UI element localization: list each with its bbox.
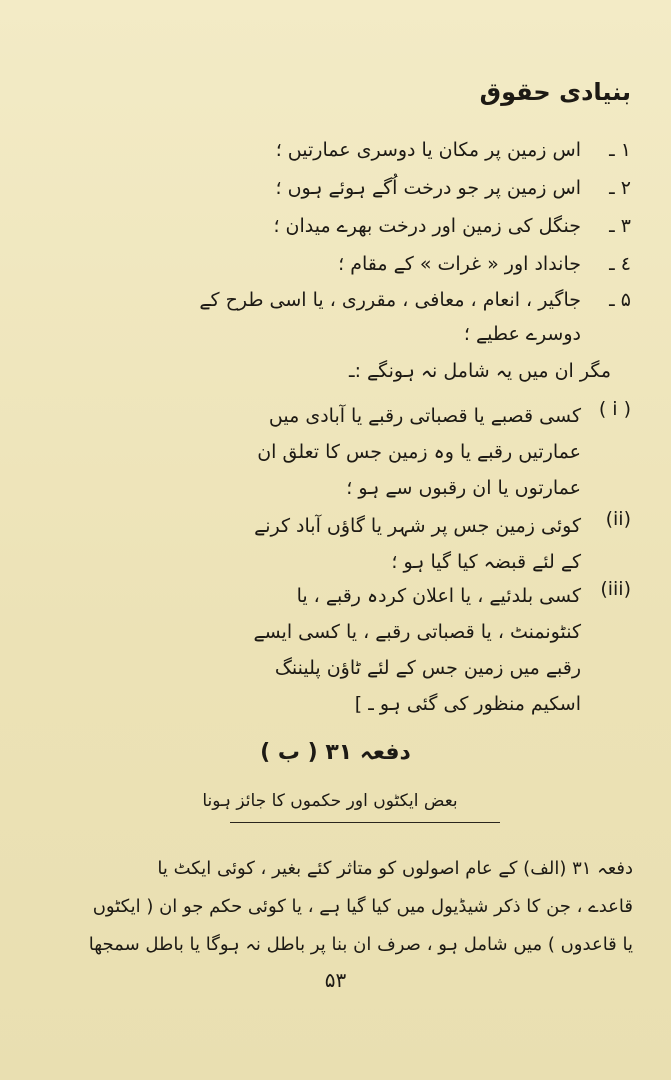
condition-line: کسی قصبے یا قصباتی رقبے یا آبادی میں <box>268 405 581 427</box>
condition-item <box>31 578 631 724</box>
condition-line: کسی بلدئیے ، یا اعلان کردہ رقبے ، یا <box>296 585 581 607</box>
list-number: ۲ ـ <box>609 177 631 199</box>
condition-line: کنٹونمنٹ ، یا قصباتی رقبے ، یا کسی ایسے <box>253 621 581 643</box>
list-text: اس زمین پر مکان یا دوسری عمارتیں ؛ <box>275 139 581 161</box>
list-number: ۱ ـ <box>609 139 631 161</box>
condition-tag: ( i ) <box>598 398 631 420</box>
list-item <box>71 134 631 168</box>
paragraph-line: قاعدے ، جن کا ذکر شیڈیول میں کیا گیا ہے ، یا کوئی حکم جو ان ( ایکٹوں <box>92 896 633 917</box>
section-heading: دفعہ ۳۱ ( ب ) <box>260 740 411 765</box>
list-text-line: جاگیر ، انعام ، معافی ، مقرری ، یا اسی طرح کے <box>199 289 581 311</box>
condition-tag: (ii) <box>605 508 631 530</box>
paragraph-line: یا قاعدوں ) میں شامل ہو ، صرف ان بنا پر باطل نہ ہوگا یا باطل سمجھا <box>88 934 633 955</box>
exception-intro: مگر ان میں یہ شامل نہ ہونگے :ـ <box>349 360 611 382</box>
list-item <box>71 210 631 244</box>
list-item <box>71 172 631 206</box>
condition-line: عمارتیں رقبے یا وہ زمین جس کا تعلق ان <box>257 441 581 463</box>
condition-line: عمارتوں یا ان رقبوں سے ہو ؛ <box>346 477 581 499</box>
condition-text <box>41 398 581 506</box>
list-number: ۳ ـ <box>609 215 631 237</box>
condition-item <box>31 398 631 508</box>
condition-item <box>31 508 631 580</box>
list-item <box>71 248 631 282</box>
condition-tag: (iii) <box>600 578 631 600</box>
list-number: ۵ ـ <box>609 289 631 311</box>
condition-line: رقبے میں زمین جس کے لئے ٹاؤن پلیننگ <box>274 657 581 679</box>
list-number: ٤ ـ <box>609 253 631 275</box>
condition-text <box>41 508 581 580</box>
section-subheading: بعض ایکٹوں اور حکموں کا جائز ہونا <box>202 791 458 811</box>
condition-line: کوئی زمین جس پر شہر یا گاؤں آباد کرنے <box>254 515 581 537</box>
page-number: ۵۳ <box>324 968 347 992</box>
condition-line: کے لئے قبضہ کیا گیا ہو ؛ <box>391 551 581 573</box>
subheading-underline <box>230 822 500 823</box>
body-paragraph <box>43 850 633 964</box>
list-text-line: دوسرے عطیے ؛ <box>463 323 581 345</box>
running-header: بنیادی حقوق <box>479 78 631 106</box>
list-item <box>71 284 631 354</box>
paragraph-line: دفعہ ۳۱ (الف) کے عام اصولوں کو متاثر کئے بغیر ، کوئی ایکٹ یا <box>157 858 633 879</box>
list-text: جانداد اور « غرات » کے مقام ؛ <box>338 253 581 275</box>
list-text: اس زمین پر جو درخت اُگے ہوئے ہوں ؛ <box>275 177 581 199</box>
list-text: جنگل کی زمین اور درخت بھرے میدان ؛ <box>273 215 581 237</box>
condition-text <box>41 578 581 722</box>
condition-line: اسکیم منظور کی گئی ہو ـ ] <box>354 693 581 715</box>
